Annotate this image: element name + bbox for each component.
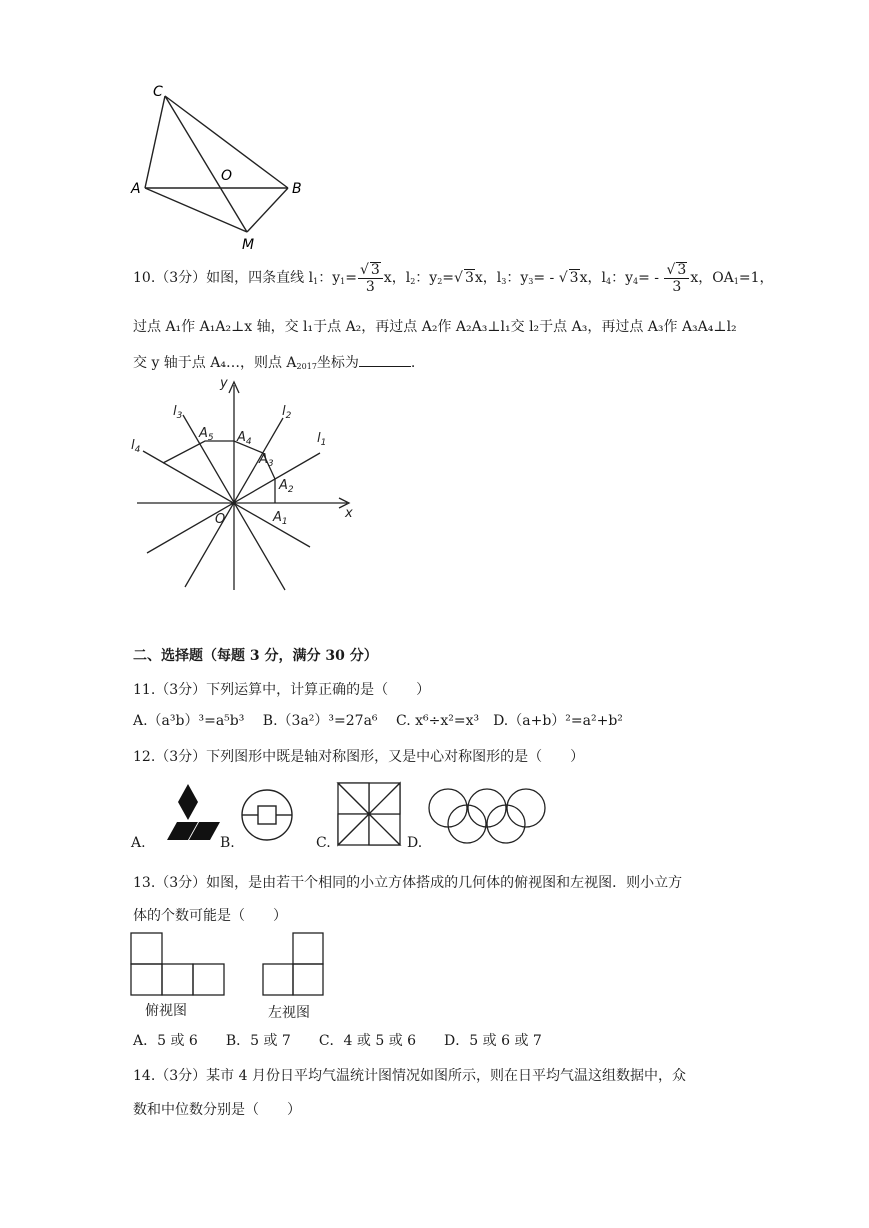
figure-q10-lines <box>125 375 365 600</box>
l4-label: $l_4$ <box>131 438 141 455</box>
figure-b-coin <box>242 790 292 840</box>
A5-label: $A_5$ <box>199 426 214 443</box>
l1-label: $l_1$ <box>317 431 327 448</box>
q12-option-d[interactable]: D. <box>407 835 423 851</box>
label-M: M <box>242 237 255 253</box>
q12-stem: 12.（3分）下列图形中既是轴对称图形，又是中心对称图形的是（ ） <box>133 749 585 765</box>
q13-stem-2: 体的个数可能是（ ） <box>133 908 287 924</box>
figure-c-pinwheel <box>338 783 400 845</box>
answer-blank <box>359 354 411 367</box>
figure-a-diamonds <box>167 784 220 840</box>
q13-stem-1: 13.（3分）如图，是由若干个相同的小立方体搭成的几何体的俯视图和左视图．则小立方 <box>133 875 683 891</box>
A4-label: $A_4$ <box>237 430 252 447</box>
q13-options: A．5 或 6 B．5 或 7 C．4 或 5 或 6 D．5 或 6 或 7 <box>133 1033 542 1049</box>
q12-option-c[interactable]: C. <box>316 835 331 851</box>
q12-option-b[interactable]: B. <box>220 835 235 851</box>
left-view-label: 左视图 <box>268 1004 310 1020</box>
q11-stem: 11.（3分）下列运算中，计算正确的是（ ） <box>133 682 431 698</box>
label-O: O <box>221 168 233 184</box>
q14-stem-2: 数和中位数分别是（ ） <box>133 1102 301 1118</box>
top-view-label: 俯视图 <box>145 1002 187 1018</box>
A3-label: $A_3$ <box>259 452 274 469</box>
q13-views <box>128 930 338 1000</box>
label-C: C <box>153 84 163 100</box>
q10-line2: 过点 A₁作 A₁A₂⊥x 轴，交 l₁于点 A₂，再过点 A₂作 A₂A₃⊥l₁交 l₂于点 A₃，再过点 A₃作 A₃A₄⊥l₂ <box>133 319 737 335</box>
q12-option-a[interactable]: A. <box>131 835 146 851</box>
A1-label: $A_1$ <box>273 510 288 527</box>
l2-label: $l_2$ <box>282 404 292 421</box>
figure-q9-quadrilateral <box>120 78 320 258</box>
label-B: B <box>292 181 302 197</box>
q10-line1: 10.（3分）如图，四条直线 $l_1$：$y_1=$ $\frac{√ 3}{3}$ x，$l_2$：$y_2=√$ 3x，$l_3$：$y_3=$ - √ 3x，$l_4$：$y_4=$ - $\frac{√ 3}{3}$ x，$OA_1=1$， <box>133 262 774 295</box>
q12-figures <box>130 778 550 853</box>
origin-label: O <box>215 512 226 527</box>
A2-label: $A_2$ <box>279 478 294 495</box>
axis-y-label: y <box>220 376 228 391</box>
label-A: A <box>131 181 141 197</box>
q11-options: A.（a³b）³=a⁵b³ B.（3a²）³=27a⁶ C. x⁶÷x²=x³ D.（a+b）²=a²+b² <box>133 713 623 729</box>
section-title: 二、选择题（每题 3 分，满分 30 分） <box>133 648 378 664</box>
q14-stem-1: 14.（3分）某市 4 月份日平均气温统计图情况如图所示，则在日平均气温这组数据中，众 <box>133 1068 686 1084</box>
l3-label: $l_3$ <box>173 404 183 421</box>
axis-x-label: x <box>345 506 353 521</box>
q10-line3: 交 y 轴于点 A₄…，则点 $A_{2017}$坐标为 . <box>133 355 416 371</box>
figure-d-rings <box>429 789 545 843</box>
